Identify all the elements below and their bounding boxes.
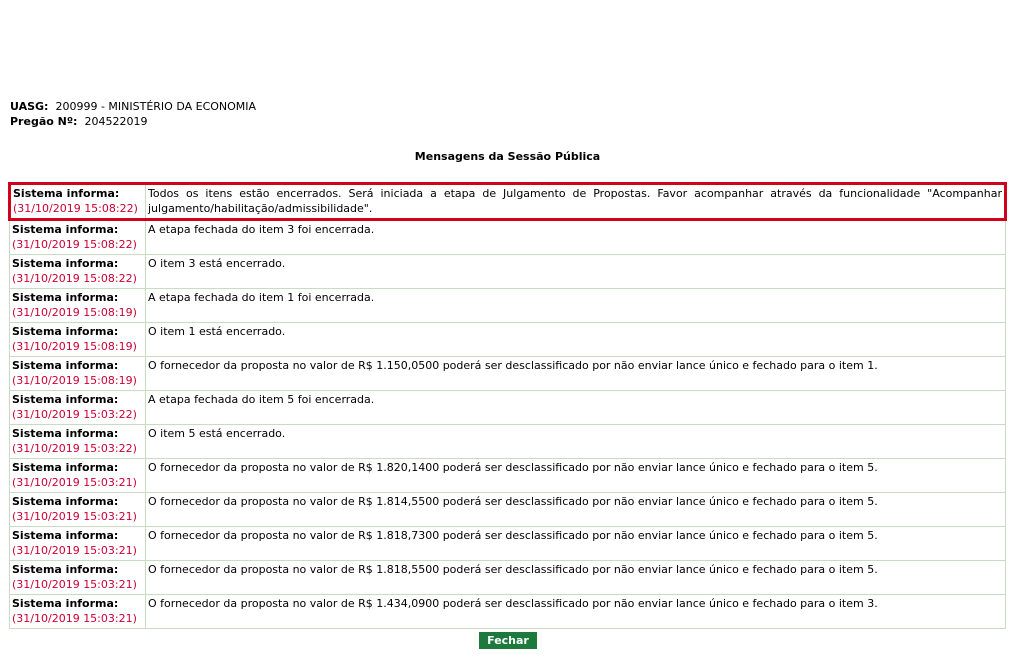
messages-list (10, 184, 1006, 629)
message-text: A etapa fechada do item 5 foi encerrada. (146, 391, 1006, 425)
message-row (10, 391, 1006, 425)
message-text: O fornecedor da proposta no valor de R$ 1.818,7300 poderá ser desclassificado por não enviar lance único e fechado para o item 5. (146, 527, 1006, 561)
message-timestamp: (31/10/2019 15:08:19) (12, 340, 137, 353)
message-timestamp: (31/10/2019 15:03:22) (12, 442, 137, 455)
session-info (10, 99, 256, 129)
message-sender: Sistema informa: (12, 563, 119, 576)
message-sender-cell (10, 459, 146, 493)
messages-table (8, 182, 1007, 629)
message-sender-cell (10, 493, 146, 527)
message-sender: Sistema informa: (12, 393, 119, 406)
message-row (10, 459, 1006, 493)
message-sender: Sistema informa: (12, 359, 119, 372)
message-text: O fornecedor da proposta no valor de R$ 1.818,5500 poderá ser desclassificado por não enviar lance único e fechado para o item 5. (146, 561, 1006, 595)
message-row (10, 493, 1006, 527)
message-timestamp: (31/10/2019 15:03:21) (12, 578, 137, 591)
message-sender-cell (10, 391, 146, 425)
message-row (10, 184, 1006, 220)
message-sender: Sistema informa: (13, 187, 120, 200)
page-title: Mensagens da Sessão Pública (414, 150, 601, 163)
message-row (10, 220, 1006, 255)
message-timestamp: (31/10/2019 15:03:21) (12, 476, 137, 489)
message-text: Todos os itens estão encerrados. Será iniciada a etapa de Julgamento de Propostas. Favor acompanhar através da funcionalidade "Acompanhar julgamento/habilitação/admissibilidade". (146, 184, 1006, 220)
message-sender-cell (10, 527, 146, 561)
message-sender-cell (10, 220, 146, 255)
message-sender: Sistema informa: (12, 495, 119, 508)
message-sender-cell (10, 425, 146, 459)
message-timestamp: (31/10/2019 15:08:19) (12, 306, 137, 319)
message-text: O item 5 está encerrado. (146, 425, 1006, 459)
message-sender-cell (10, 357, 146, 391)
message-text: O fornecedor da proposta no valor de R$ 1.814,5500 poderá ser desclassificado por não enviar lance único e fechado para o item 5. (146, 493, 1006, 527)
message-sender: Sistema informa: (12, 461, 119, 474)
pregao-value: 204522019 (84, 115, 148, 128)
message-sender: Sistema informa: (12, 597, 119, 610)
message-sender-cell (10, 184, 146, 220)
message-timestamp: (31/10/2019 15:08:19) (12, 374, 137, 387)
message-text: O fornecedor da proposta no valor de R$ 1.820,1400 poderá ser desclassificado por não enviar lance único e fechado para o item 5. (146, 459, 1006, 493)
message-text: O item 1 está encerrado. (146, 323, 1006, 357)
message-text: A etapa fechada do item 1 foi encerrada. (146, 289, 1006, 323)
message-sender-cell (10, 595, 146, 629)
uasg-line (10, 99, 256, 114)
message-row (10, 289, 1006, 323)
message-sender-cell (10, 323, 146, 357)
message-timestamp: (31/10/2019 15:03:21) (12, 510, 137, 523)
message-text: O fornecedor da proposta no valor de R$ 1.150,0500 poderá ser desclassificado por não enviar lance único e fechado para o item 1. (146, 357, 1006, 391)
message-text: O item 3 está encerrado. (146, 255, 1006, 289)
message-sender: Sistema informa: (12, 427, 119, 440)
message-row (10, 255, 1006, 289)
message-sender: Sistema informa: (12, 529, 119, 542)
message-timestamp: (31/10/2019 15:08:22) (13, 202, 138, 215)
message-row (10, 561, 1006, 595)
message-row (10, 357, 1006, 391)
message-text: A etapa fechada do item 3 foi encerrada. (146, 220, 1006, 255)
message-sender: Sistema informa: (12, 223, 119, 236)
pregao-label: Pregão Nº: (10, 115, 78, 128)
message-row (10, 323, 1006, 357)
message-text: O fornecedor da proposta no valor de R$ 1.434,0900 poderá ser desclassificado por não enviar lance único e fechado para o item 3. (146, 595, 1006, 629)
message-sender: Sistema informa: (12, 291, 119, 304)
message-timestamp: (31/10/2019 15:08:22) (12, 272, 137, 285)
message-timestamp: (31/10/2019 15:08:22) (12, 238, 137, 251)
message-sender-cell (10, 561, 146, 595)
message-sender: Sistema informa: (12, 325, 119, 338)
message-sender: Sistema informa: (12, 257, 119, 270)
close-button[interactable]: Fechar (479, 632, 537, 649)
message-row (10, 527, 1006, 561)
message-row (10, 595, 1006, 629)
message-timestamp: (31/10/2019 15:03:22) (12, 408, 137, 421)
pregao-line (10, 114, 256, 129)
message-sender-cell (10, 255, 146, 289)
message-row (10, 425, 1006, 459)
message-sender-cell (10, 289, 146, 323)
message-timestamp: (31/10/2019 15:03:21) (12, 544, 137, 557)
message-timestamp: (31/10/2019 15:03:21) (12, 612, 137, 625)
uasg-label: UASG: (10, 100, 49, 113)
uasg-value: 200999 - MINISTÉRIO DA ECONOMIA (55, 100, 257, 113)
